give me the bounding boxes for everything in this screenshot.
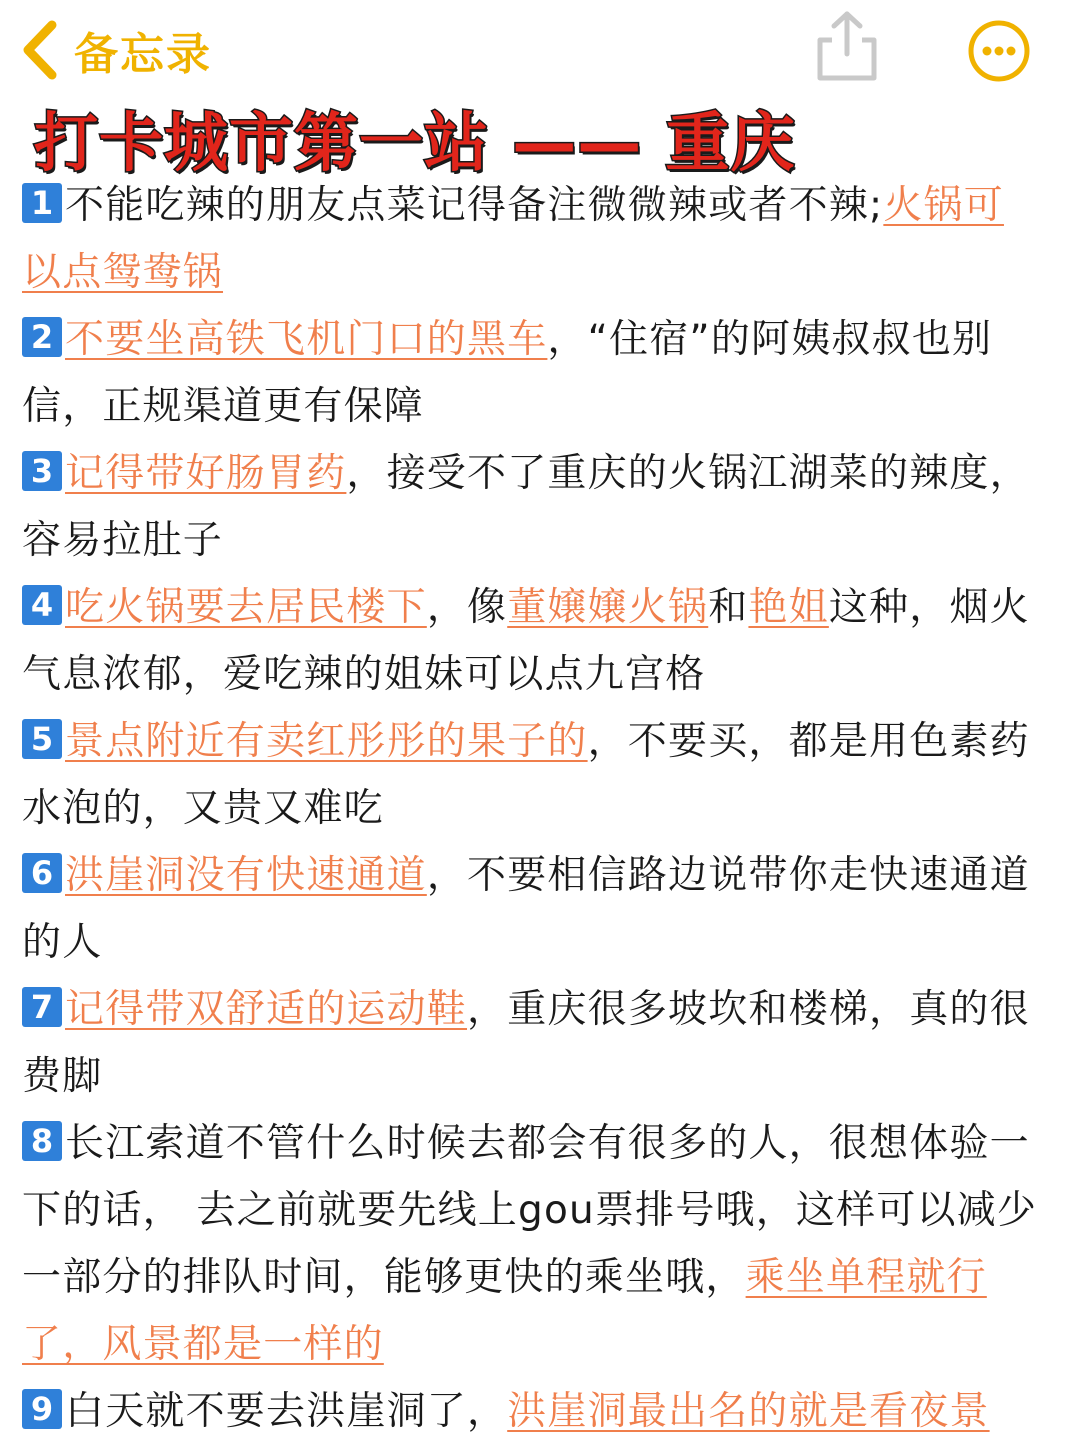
tip-item — [22, 172, 1040, 306]
highlighted-text: 吃火锅要去居民楼下 — [65, 585, 427, 630]
share-button[interactable] — [812, 8, 882, 84]
tip-text: ，不要买，都是用色素药水泡的，又贵又难吃 — [22, 719, 1030, 831]
back-label: 备忘录 — [74, 29, 212, 80]
tip-text: ，“住宿”的阿姨叔叔也别信，正规渠道更有保障 — [22, 317, 993, 429]
highlighted-text: 火锅可以点鸳鸯锅 — [22, 183, 1004, 295]
tip-item — [22, 708, 1040, 842]
number-badge: 5 — [22, 719, 62, 759]
tip-text: ，重庆很多坡坎和楼梯，真的很费脚 — [22, 987, 1030, 1099]
highlighted-text: 不要坐高铁飞机门口的黑车 — [65, 317, 548, 362]
back-button[interactable] — [18, 18, 212, 82]
tip-text: 长江索道不管什么时候去都会有很多的人，很想体验一下的话， 去之前就要先线上gou票排号哦，这样可以减少一部分的排队时间，能够更快的乘坐哦， — [22, 1121, 1038, 1300]
tip-item — [22, 976, 1040, 1110]
tip-text: 不能吃辣的朋友点菜记得备注微微辣或者不辣; — [65, 183, 884, 228]
tip-text: 这种，烟火气息浓郁，爱吃辣的姐妹可以点九宫格 — [22, 585, 1030, 697]
number-badge: 4 — [22, 585, 62, 625]
highlighted-text: 记得带好肠胃药 — [65, 451, 347, 496]
highlighted-text: 记得带双舒适的运动鞋 — [65, 987, 468, 1032]
tip-text: ，像 — [426, 585, 508, 630]
number-badge: 7 — [22, 987, 62, 1027]
more-button[interactable] — [966, 18, 1032, 84]
number-badge: 2 — [22, 317, 62, 357]
tips-list — [22, 172, 1040, 1445]
tip-text: 和 — [708, 585, 749, 630]
more-icon — [966, 18, 1032, 84]
tip-item — [22, 306, 1040, 440]
tip-item — [22, 842, 1040, 976]
tip-text: ，不要相信路边说带你走快速通道的人 — [22, 853, 1030, 965]
chevron-left-icon — [18, 19, 60, 81]
highlighted-text: 洪崖洞没有快速通道 — [65, 853, 427, 898]
tip-item — [22, 440, 1040, 574]
tip-text: 白天就不要去洪崖洞了， — [65, 1389, 508, 1434]
navigation-bar — [0, 0, 1080, 100]
highlighted-text: 董嬢嬢火锅 — [507, 585, 709, 630]
number-badge: 3 — [22, 451, 62, 491]
tip-item — [22, 1378, 1040, 1445]
highlighted-text: 乘坐单程就行了，风景都是一样的 — [22, 1255, 987, 1367]
number-badge: 8 — [22, 1121, 62, 1161]
share-icon — [812, 8, 882, 84]
tip-item — [22, 1110, 1040, 1378]
note-title: 打卡城市第一站 —— 重庆 — [34, 107, 796, 181]
tip-text: ，接受不了重庆的火锅江湖菜的辣度，容易拉肚子 — [22, 451, 1030, 563]
highlighted-text: 景点附近有卖红彤彤的果子的 — [65, 719, 588, 764]
highlighted-text: 艳姐 — [748, 585, 829, 630]
number-badge: 9 — [22, 1389, 62, 1429]
number-badge: 1 — [22, 183, 62, 223]
number-badge: 6 — [22, 853, 62, 893]
highlighted-text: 洪崖洞最出名的就是看夜景 — [507, 1389, 990, 1434]
tip-item — [22, 574, 1040, 708]
